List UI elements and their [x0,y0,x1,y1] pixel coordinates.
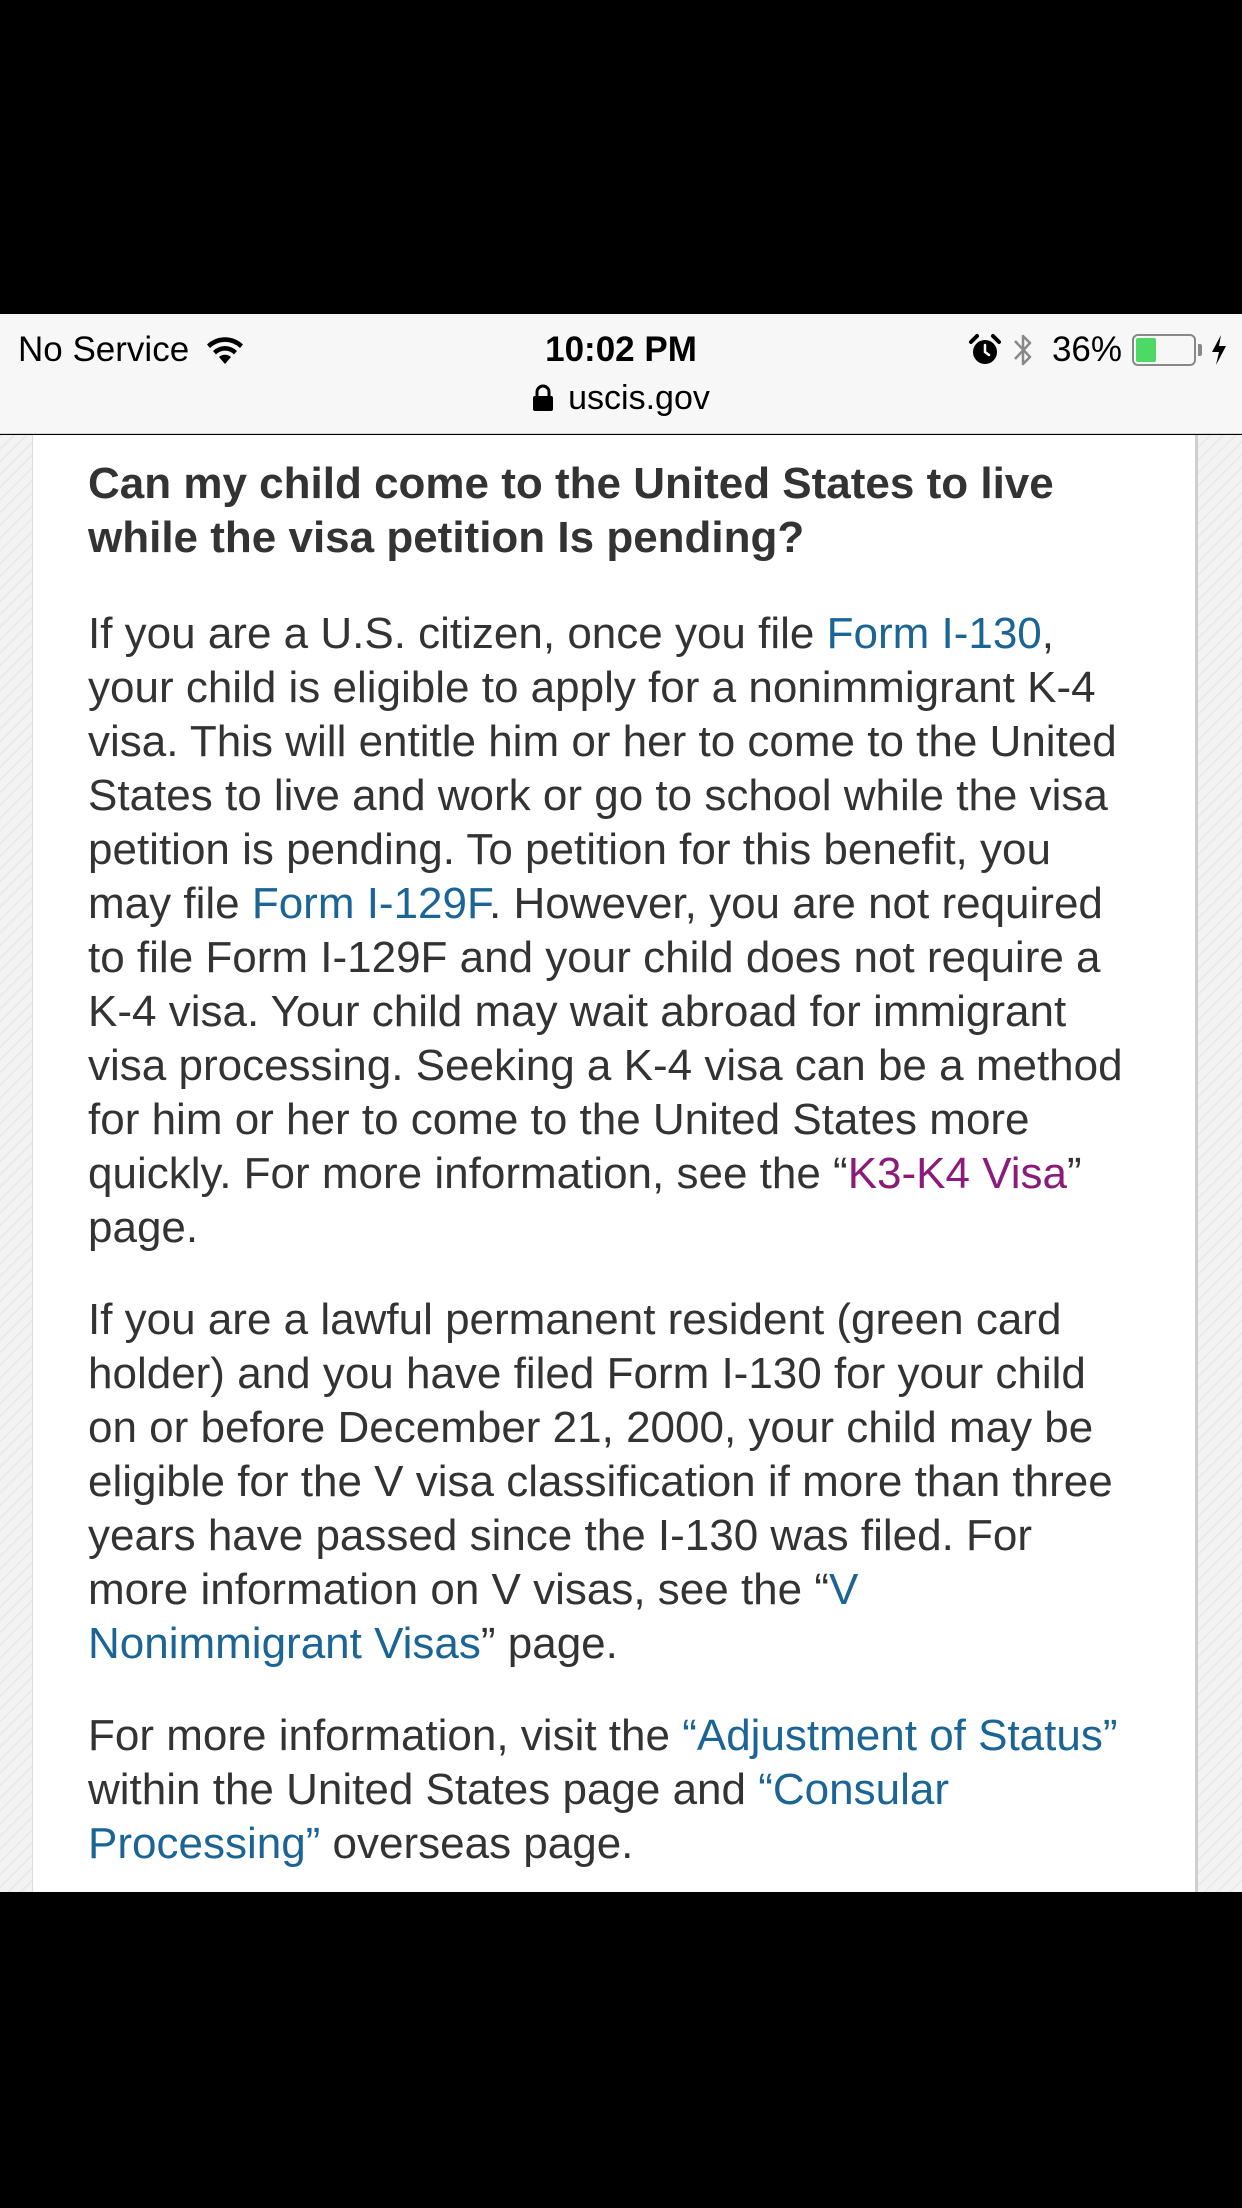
v-nonimmigrant-visas-link[interactable]: V Nonimmigrant Visas [88,1565,859,1668]
battery-level-fill [1136,338,1156,362]
form-i130-link[interactable]: Form I-130 [826,609,1042,658]
consular-processing-link[interactable]: “Consular Processing” [88,1765,949,1868]
paragraph-text: For more information, visit the [88,1711,683,1760]
paragraph-text: , your child is eligible to apply for a nonimmigrant K-4 visa. This will entitle him or her to come to the United States to live and work or go to school while the visa petition is pending. To petition for this benefit, you may file [88,609,1117,928]
carrier-label: No Service [18,330,190,369]
paragraph-citizen-k4 [88,607,1139,1255]
paragraph-text: If you are a U.S. citizen, once you file [88,609,827,658]
paragraph-text: If you are a lawful permanent resident (green card holder) and you have filed Form I-130 for your child on or before December 21, 2000, your child may be eligible for the V visa classification if more than three years have passed since the I-130 was filed. For more information on V visas, see the “ [88,1295,1113,1614]
paragraph-text: ” page. [88,1149,1082,1252]
article-content [32,435,1198,1892]
url-domain[interactable]: uscis.gov [568,378,710,417]
bluetooth-icon [1012,332,1034,368]
form-i129f-link[interactable]: Form I-129F [251,879,489,928]
lock-icon [532,384,554,412]
paragraph-text: ” page. [480,1619,618,1668]
status-and-url-bar [0,314,1242,434]
k3-k4-visa-link[interactable]: K3-K4 Visa [847,1149,1067,1198]
faq-question-heading: Can my child come to the United States to live while the visa petition Is pending? [88,459,1054,562]
paragraph-more-information [88,1709,1139,1871]
battery-cap [1198,344,1202,356]
battery-icon [1132,334,1196,366]
paragraph-text: within the United States page and [88,1765,759,1814]
paragraph-text: . However, you are not required to file Form I-129F and your child does not require a K-4 visa. Your child may wait abroad for immigrant visa processing. Seeking a K-4 visa can be a method for him or her to come to the United States more quickly. For more information, see the “ [88,879,1123,1198]
adjustment-of-status-link[interactable]: “Adjustment of Status” [682,1711,1118,1760]
paragraph-permanent-resident-v-visa [88,1293,1139,1671]
battery-percent: 36% [1051,330,1122,369]
status-bar-time: 10:02 PM [545,330,697,369]
web-page-viewport [0,435,1242,1892]
alarm-icon [968,333,1002,367]
paragraph-text: overseas page. [320,1819,634,1868]
status-bar-right [968,326,1228,374]
address-bar[interactable] [0,376,1242,420]
charging-bolt-icon [1210,334,1228,366]
